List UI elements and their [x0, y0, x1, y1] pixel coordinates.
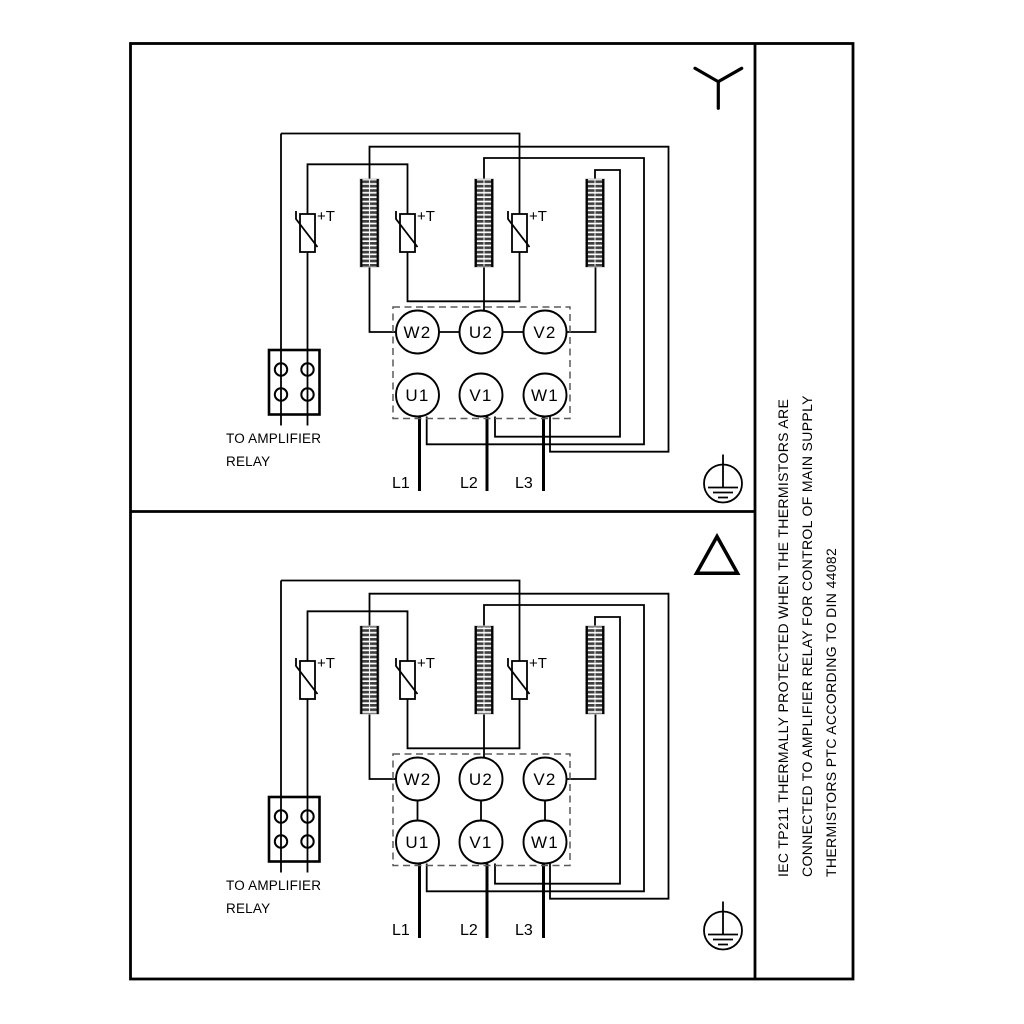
thermistor-label: +T [417, 207, 435, 225]
thermistor-label: +T [317, 207, 335, 225]
thermistor-icon [296, 211, 318, 252]
winding-icon [475, 626, 494, 714]
side-note-line3: THERMISTORS PTC ACCORDING TO DIN 44082 [822, 547, 839, 877]
relay-note-line2: RELAY [226, 900, 271, 916]
thermistor-icon [396, 658, 418, 699]
thermistor-label: +T [417, 654, 435, 672]
star-panel [269, 68, 742, 502]
side-note-line1: IEC TP211 THERMALLY PROTECTED WHEN THE THERMISTORS ARE [774, 398, 791, 877]
supply-label-l3: L3 [515, 475, 533, 492]
terminal-label-v1: V1 [469, 832, 493, 852]
delta-panel [269, 537, 742, 950]
relay-note-line2: RELAY [226, 453, 271, 469]
winding-icon [586, 626, 605, 714]
terminal-label-v2: V2 [533, 769, 557, 789]
winding-icon [586, 179, 605, 267]
terminal-label-w1: W1 [531, 385, 559, 405]
terminal-label-w2: W2 [403, 769, 432, 789]
thermistor-icon [296, 658, 318, 699]
relay-note-line1: TO AMPLIFIER [226, 430, 322, 446]
thermistor-icon [508, 658, 530, 699]
thermistor-label: +T [529, 207, 547, 225]
thermistor-label: +T [529, 654, 547, 672]
supply-label-l1: L1 [392, 922, 410, 939]
supply-label-l3: L3 [515, 922, 533, 939]
amplifier-relay-connector [269, 350, 320, 415]
winding-icons [360, 179, 605, 267]
amplifier-relay-connector [269, 797, 320, 862]
delta-icon [697, 537, 738, 574]
winding-icons [360, 626, 605, 714]
thermistor-icon [396, 211, 418, 252]
terminal-label-w2: W2 [403, 322, 432, 342]
winding-icon [475, 179, 494, 267]
ground-icon [704, 902, 742, 950]
star-icon [695, 68, 742, 108]
supply-label-l1: L1 [392, 475, 410, 492]
winding-icon [360, 626, 379, 714]
supply-label-l2: L2 [460, 475, 478, 492]
terminal-label-v2: V2 [533, 322, 557, 342]
delta-column-links [418, 801, 546, 821]
relay-note-line1: TO AMPLIFIER [226, 877, 322, 893]
terminal-label-u1: U1 [405, 832, 430, 852]
winding-icon [360, 179, 379, 267]
terminal-label-u2: U2 [468, 322, 494, 342]
supply-label-l2: L2 [460, 922, 478, 939]
terminal-label-w1: W1 [531, 832, 559, 852]
terminal-label-u1: U1 [405, 385, 430, 405]
terminal-label-v1: V1 [469, 385, 493, 405]
terminal-label-u2: U2 [468, 769, 494, 789]
thermistor-icon [508, 211, 530, 252]
ground-icon [704, 455, 742, 503]
side-note-line2: CONNECTED TO AMPLIFIER RELAY FOR CONTROL OF MAIN SUPPLY [798, 395, 815, 877]
thermistor-label: +T [317, 654, 335, 672]
